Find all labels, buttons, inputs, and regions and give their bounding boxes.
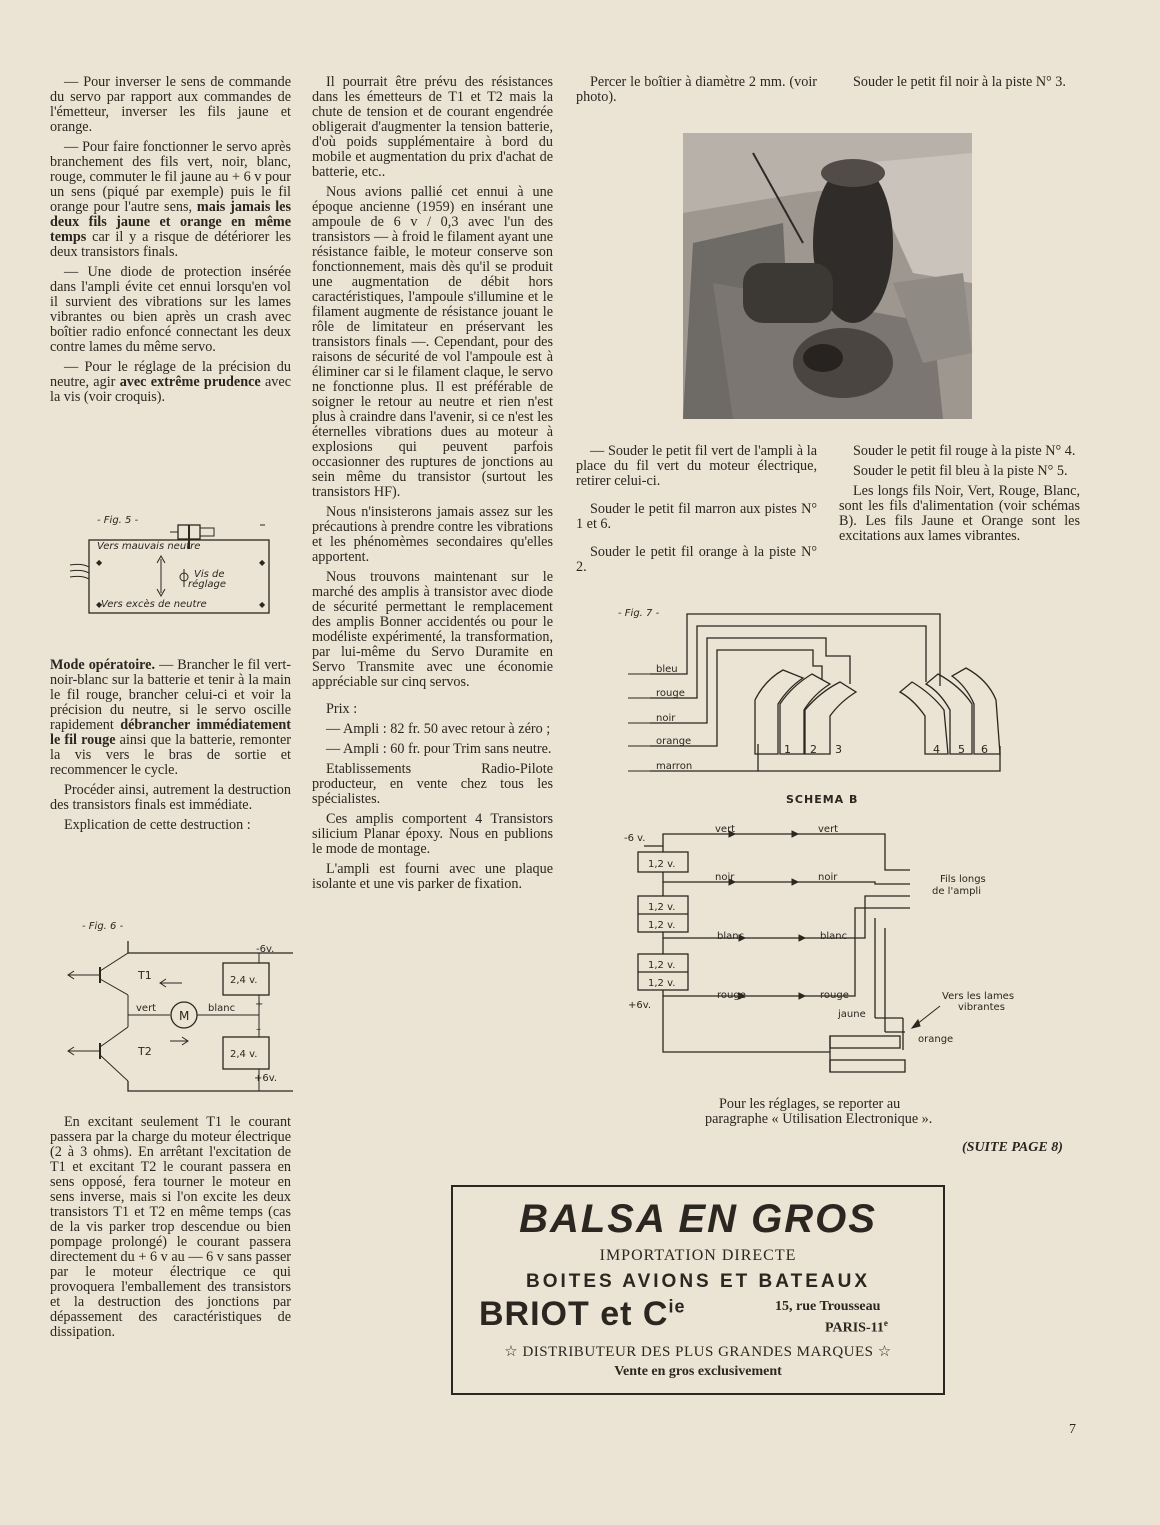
voltage-label: -6v. <box>256 944 275 955</box>
figure-7 <box>600 600 1015 780</box>
polarity-label: + <box>255 999 264 1010</box>
text: car il y a risque de détériorer les deux transistors finals. <box>50 229 291 260</box>
battery-label: 2,4 v. <box>230 1049 258 1060</box>
paragraph: Ces amplis comportent 4 Transistors silicium Planar époxy. Nous en publions le mode de montage. <box>312 811 553 857</box>
paragraph: — Ampli : 60 fr. pour Trim sans neutre. <box>326 741 552 757</box>
bold-text: avec extrême prudence <box>119 374 261 390</box>
ad-line: IMPORTATION DIRECTE <box>599 1247 797 1264</box>
wire-label: rouge <box>820 990 849 1001</box>
text: avec la vis (voir croquis). <box>50 374 291 405</box>
battery-label: 2,4 v. <box>230 975 258 986</box>
column-1-continued <box>50 658 291 838</box>
photo-graphic <box>683 133 972 419</box>
wire-label: bleu <box>656 664 678 675</box>
text: — Brancher le fil vert-noir-blanc sur la batterie et tenir à la main le fil rouge, brancher celui-ci et voir la précision du neutre, si le servo oscille rapidement <box>50 657 291 733</box>
wire-label: noir <box>656 713 676 724</box>
text: ainsi que la batterie, remonter la vis vers le bras de sortie et recommencer le cycle. <box>50 732 291 778</box>
paragraph: Pour les réglages, se reporter au paragraphe « Utilisation Electronique ». <box>705 1096 933 1127</box>
paragraph: — Souder le petit fil vert de l'ampli à la place du fil vert du moteur électrique, retirer celui-ci. <box>576 443 817 489</box>
paragraph: Nous n'insisterons jamais assez sur les précautions à prendre contre les vibrations et les phénomèmes secondaires qu'elles apportent. <box>312 504 553 565</box>
ad-city-sup: e <box>883 1318 888 1328</box>
wire-label: blanc <box>717 931 745 942</box>
paragraph: Souder le petit fil marron aux pistes N° 1 et 6. <box>576 501 817 532</box>
paragraph: Souder le petit fil orange à la piste N° 2. <box>576 544 817 575</box>
fig5-top-label: Vers mauvais neutre <box>97 541 201 552</box>
continued-note: (SUITE PAGE 8) <box>962 1140 1063 1155</box>
schema-note: Fils longs <box>940 874 986 885</box>
bold-text: mais jamais les deux fils jaune et orange en même temps <box>50 199 291 245</box>
paragraph: Prix : <box>326 701 358 717</box>
wire-label: rouge <box>717 990 746 1001</box>
piste-number: 1 <box>784 743 791 756</box>
wire-label: vert <box>715 824 736 835</box>
ad-line: BOITES AVIONS ET BATEAUX <box>525 1271 870 1292</box>
paragraph <box>50 140 291 260</box>
paragraph: Percer le boîtier à diamètre 2 mm. (voir photo). <box>576 74 817 105</box>
t2-label: T2 <box>138 1045 152 1058</box>
schema-b <box>620 788 1040 1080</box>
wire-label: jaune <box>838 1009 866 1020</box>
brand-name: BRIOT et C <box>479 1295 669 1333</box>
motor-label: M <box>179 1009 190 1023</box>
paragraph: — Une diode de protection insérée dans l'ampli évite cet ennui lorsqu'en vol il survient des vibrations sur les lames vibrantes ou bien après un crash avec boîtier radio enfoncé connectant les deux contre lames du même servo. <box>50 264 291 355</box>
column-4-top <box>839 75 1080 95</box>
fig5-bottom-label: Vers excès de neutre <box>101 599 207 610</box>
paragraph: Explication de cette destruction : <box>64 817 251 833</box>
paragraph: Etablissements Radio-Pilote producteur, en vente chez tous les spécialistes. <box>312 761 553 807</box>
column-2 <box>312 75 553 897</box>
paragraph: Les longs fils Noir, Vert, Rouge, Blanc, sont les fils d'alimentation (voir schémas B). Les fils Jaune et Orange sont les excitations aux lames vibrantes. <box>839 483 1080 544</box>
svg-text:◆: ◆ <box>259 600 266 609</box>
fig5-vis-label: réglage <box>188 579 227 590</box>
paragraph: Souder le petit fil rouge à la piste N° 4. <box>853 443 1076 459</box>
column-1 <box>50 75 291 410</box>
svg-text:◆: ◆ <box>96 600 103 609</box>
polarity-label: – <box>256 1024 261 1035</box>
ad-brand <box>479 1295 685 1334</box>
svg-text:◆: ◆ <box>259 558 266 567</box>
piste-number: 2 <box>810 743 817 756</box>
wire-label: blanc <box>820 931 848 942</box>
paragraph <box>50 360 291 405</box>
advertisement <box>451 1185 945 1395</box>
page-number: 7 <box>1069 1422 1076 1437</box>
wire-label: blanc <box>208 1003 236 1014</box>
wire-label: vert <box>818 824 839 835</box>
paragraph: En excitant seulement T1 le courant passera par la charge du moteur électrique (2 à 3 ohms). En arrêtant l'excitation de T1 et excitant T2 le courant passera en sens opposé, fera tourner le moteur en sens inverse, mais si l'on excite les deux transistors T1 et T2 en même temps (cas de la vis parker trop descendue ou bien pompage prolongé) le courant passera directement du + 6 v au — 6 v sans passer par le moteur électrique ce qui provoquera l'emballement des transistors et la destruction des jonctions par dépassement des caractéristiques de dissipation. <box>50 1114 291 1340</box>
voltage-label: +6v. <box>628 1000 652 1011</box>
cell-label: 1,2 v. <box>648 859 676 870</box>
schema-note: de l'ampli <box>932 886 981 897</box>
paragraph: — Ampli : 82 fr. 50 avec retour à zéro ; <box>326 721 551 737</box>
column-3-middle <box>576 444 817 580</box>
figure-label: - Fig. 6 - <box>82 921 124 932</box>
paragraph: Nous trouvons maintenant sur le marché des amplis à transistor avec diode de sécurité permettant le remplacement des amplis Bonner accidentés ou pour le modéliste expérimenté, la transformation, par lui-même du Servo Duramite en Servo Transmite avec une économie appréciable sur cinq servos. <box>312 569 553 690</box>
column-1-bottom <box>50 1115 291 1345</box>
figure-5 <box>60 505 300 617</box>
ad-headline: BALSA EN GROS <box>519 1197 877 1241</box>
wire-label: noir <box>715 872 735 883</box>
wire-label: noir <box>818 872 838 883</box>
wire-label: rouge <box>656 688 685 699</box>
bold-text: débrancher immédiatement le fil rouge <box>50 717 291 748</box>
column-3-top <box>576 75 817 110</box>
wire-label: marron <box>656 761 693 772</box>
wire-label: orange <box>656 736 692 747</box>
paragraph: L'ampli est fourni avec une plaque isolante et une vis parker de fixation. <box>312 861 553 892</box>
piste-number: 6 <box>981 743 988 756</box>
svg-text:◆: ◆ <box>96 558 103 567</box>
ad-city: PARIS-11 <box>825 1320 884 1336</box>
voltage-label: +6v. <box>254 1073 278 1084</box>
ad-line: ☆ DISTRIBUTEUR DES PLUS GRANDES MARQUES ☆ <box>504 1344 892 1360</box>
paragraph: Nous avions pallié cet ennui à une époque ancienne (1959) en insérant une ampoule de 6 v / 0,3 avec l'un des transistors — à froid le filament ayant une résistance faible, le moteur conserve son fonctionnement, mais dès qu'il se produit une augmentation de débit hors caractéristiques, l'ampoule s'illumine et le filament augmente de résistance jouant le rôle de limitateur en préservant les transistors finals —. Cependant, pour des raisons de sécurité de vol l'ampoule est à éliminer car si le filament claque, le servo ne fonctionne plus. Il est préférable de soigner le retour au neutre et rien n'est plus à craindre dans l'avenir, si ce n'est les éternelles vibrations dues au moteur à explosions qui peuvent parfois occasionner des ruptures de jonctions au sein même du transistor (surtout les transistors HF). <box>312 184 553 500</box>
figure-6 <box>60 915 295 1097</box>
brand-sup: ie <box>668 1296 686 1317</box>
column-3-bottom <box>705 1097 950 1132</box>
paragraph: Procéder ainsi, autrement la destruction des transistors finals est immédiate. <box>50 782 291 813</box>
schema-note: vibrantes <box>958 1002 1005 1013</box>
cell-label: 1,2 v. <box>648 920 676 931</box>
text: — Pour faire fonctionner le servo après branchement des fils vert, noir, blanc, rouge, commuter le fil jaune au + 6 v pour un sens (piqué par exemple) puis le fil orange pour l'autre sens, <box>50 139 291 215</box>
cell-label: 1,2 v. <box>648 978 676 989</box>
wire-label: vert <box>136 1003 157 1014</box>
bold-text: Mode opératoire. <box>50 657 156 673</box>
piste-number: 5 <box>958 743 965 756</box>
paragraph: Souder le petit fil noir à la piste N° 3. <box>853 74 1066 90</box>
piste-number: 3 <box>835 743 842 756</box>
schema-title: SCHEMA B <box>786 793 859 806</box>
paragraph: — Pour inverser le sens de commande du servo par rapport aux commandes de l'émetteur, inverser les fils jaune et orange. <box>50 74 291 135</box>
cell-label: 1,2 v. <box>648 960 676 971</box>
text: — Pour le réglage de la précision du neutre, agir <box>50 359 291 390</box>
ad-line: Vente en gros exclusivement <box>614 1364 782 1379</box>
fig5-vis-label: Vis de <box>194 569 225 580</box>
column-4-middle <box>839 444 1080 549</box>
cell-label: 1,2 v. <box>648 902 676 913</box>
t1-label: T1 <box>138 969 152 982</box>
ad-address: 15, rue Trousseau <box>775 1299 881 1314</box>
figure-label: - Fig. 5 - <box>97 515 139 526</box>
wire-label: orange <box>918 1034 954 1045</box>
paragraph: Il pourrait être prévu des résistances dans les émetteurs de T1 et T2 mais la chute de tension et de courant engendrée obligerait d'augmenter la tension batterie, d'où poids supplémentaire à bord du mobile et augmentation du prix d'achat de batterie, etc.. <box>312 74 553 180</box>
paragraph: Souder le petit fil bleu à la piste N° 5. <box>853 463 1068 479</box>
ad-address <box>825 1318 888 1337</box>
paragraph <box>50 658 291 778</box>
servo-photo <box>683 133 972 419</box>
figure-label: - Fig. 7 - <box>618 608 660 619</box>
schema-note: Vers les lames <box>942 991 1015 1002</box>
voltage-label: -6 v. <box>624 833 646 844</box>
piste-number: 4 <box>933 743 940 756</box>
